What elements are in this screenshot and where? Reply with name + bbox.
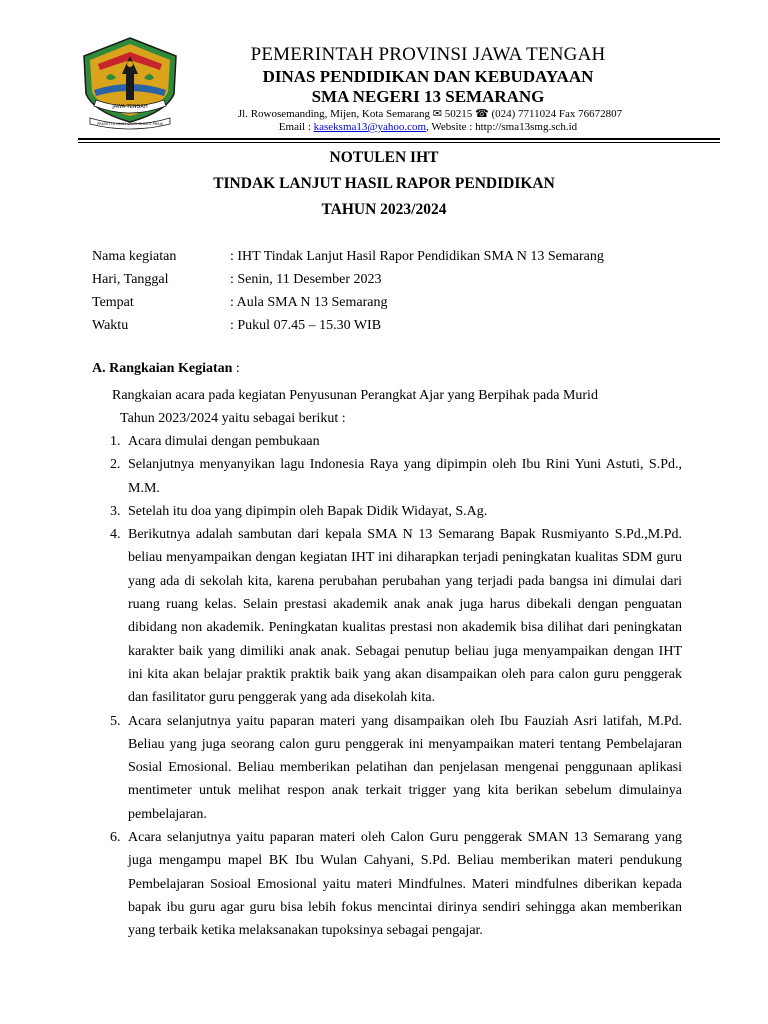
section-heading-suffix: : [232,361,240,376]
list-item-text: Acara dimulai dengan pembukaan [128,434,320,449]
intro-line-2: Tahun 2023/2024 yaitu sebagai berikut : [120,411,346,426]
info-row [92,294,604,317]
title-notulen: NOTULEN IHT [329,149,439,166]
info-value: : Aula SMA N 13 Semarang [230,295,388,310]
info-label: Hari, Tanggal [92,272,169,287]
title-year: TAHUN 2023/2024 [321,201,447,218]
list-item-text: Berikutnya adalah sambutan dari kepala SMA N 13 Semarang Bapak Rusmiyanto S.Pd.,M.Pd. beliau menyampaikan dengan kegiatan IHT ini diharapkan terjadi peningkatan kualitas SDM guru yang ada di sekolah kita, karena perubahan perubahan yang terjadi pada bangsa ini dimulai dari ruang ruang kelas. Selain prestasi akademik anak anak juga harus dibekali dengan penguatan dibidang non akademik. Peningkatan kualitas prestasi non akademik bisa dilihat dari peningkatan karakter baik yang dimiliki anak anak. Sebagai penutup beliau juga menyampaikan dengan IHT ini kita akan belajar praktik praktik baik yang akan disampaikan oleh para calon guru penggerak dan fasilitator guru penggerak yang ada disekolah kita. [128,527,682,706]
list-item [92,826,682,942]
list-item [92,453,682,500]
info-row [92,248,604,271]
info-value: : Senin, 11 Desember 2023 [230,272,382,287]
intro-line-1: Rangkaian acara pada kegiatan Penyusunan Perangkat Ajar yang Berpihak pada Murid [112,388,598,403]
list-item-text: Acara selanjutnya yaitu paparan materi yang disampaikan oleh Ibu Fauziah Asri latifah, M.Pd. Beliau yang juga seorang calon guru penggerak ini menyampaikan materi tentang Pembelajaran Sosial Emosional. Beliau memberikan pelatihan dan penjelasan mengenai penggunaan aplikasi mentimeter untuk melihat respon anak terkait trigger yang kita berikan sebelum dimulainya pembelajaran. [128,713,682,822]
letterhead-divider-thin [78,142,720,143]
list-item [92,430,682,453]
jawa-tengah-emblem-icon [76,34,184,130]
activity-list [92,430,682,943]
letterhead-government: PEMERINTAH PROVINSI JAWA TENGAH [250,44,606,65]
title-subject: TINDAK LANJUT HASIL RAPOR PENDIDIKAN [213,175,555,192]
list-item-number: 6. [110,830,121,846]
list-item [92,710,682,826]
list-item-number: 4. [110,527,121,543]
info-label: Tempat [92,295,134,310]
section-heading-text: A. Rangkaian Kegiatan [92,361,233,376]
list-item-number: 2. [110,457,121,473]
logo-ribbon-text: JAWA TENGAH [112,104,148,110]
list-item-text: Setelah itu doa yang dipimpin oleh Bapak Didik Widayat, S.Ag. [128,503,488,519]
list-item-number: 1. [110,434,121,449]
info-value: : IHT Tindak Lanjut Hasil Rapor Pendidikan SMA N 13 Semarang [230,249,604,264]
info-row [92,317,604,340]
logo-motto-text: PRASETYA ULAH SAKTI BHAKTI PRAJA [96,122,164,126]
section-intro [92,384,682,430]
list-item [92,523,682,709]
letterhead-address: Jl. Rowosemanding, Mijen, Kota Semarang ✉ 50215 ☎ (024) 7711024 Fax 76672807 [237,108,623,120]
email-label: Email : [278,121,314,133]
website-label: , Website : [426,121,476,133]
info-row [92,271,604,294]
list-item-text: Acara selanjutnya yaitu paparan materi oleh Calon Guru penggerak SMAN 13 Semarang yang juga mengampu mapel BK Ibu Wulan Cahyani, S.Pd. Beliau memberikan materi pendukung Pembelajaran Sosioal Emosional yaitu materi Mindfulnes. Materi mindfulnes diberikan kepada bapak ibu guru agar guru bisa lebih fokus mencintai dirinya sendiri sehingga akan memberikan yang terbaik ketika melaksanakan tupoksinya sebagai pengajar. [128,830,682,939]
letterhead-contact [192,121,664,134]
list-item [92,500,682,523]
info-label: Nama kegiatan [92,249,177,264]
letterhead-school: SMA NEGERI 13 SEMARANG [311,87,545,106]
info-value: : Pukul 07.45 – 15.30 WIB [230,318,382,333]
document-titles [78,148,690,226]
section-rangkaian-kegiatan [92,360,682,943]
activity-info [92,248,604,340]
letterhead-department: DINAS PENDIDIKAN DAN KEBUDAYAAN [262,67,594,86]
section-heading [92,360,682,384]
info-label: Waktu [92,318,129,333]
list-item-number: 3. [110,503,121,519]
list-item-text: Selanjutnya menyanyikan lagu Indonesia Raya yang dipimpin oleh Ibu Rini Yuni Astuti, S.Pd., M.M. [128,457,682,496]
letterhead-divider [78,138,720,140]
letterhead [192,44,664,134]
website-text: http://sma13smg.sch.id [475,121,578,133]
list-item-number: 5. [110,713,121,729]
email-link[interactable]: kaseksma13@yahoo.com [313,121,427,133]
